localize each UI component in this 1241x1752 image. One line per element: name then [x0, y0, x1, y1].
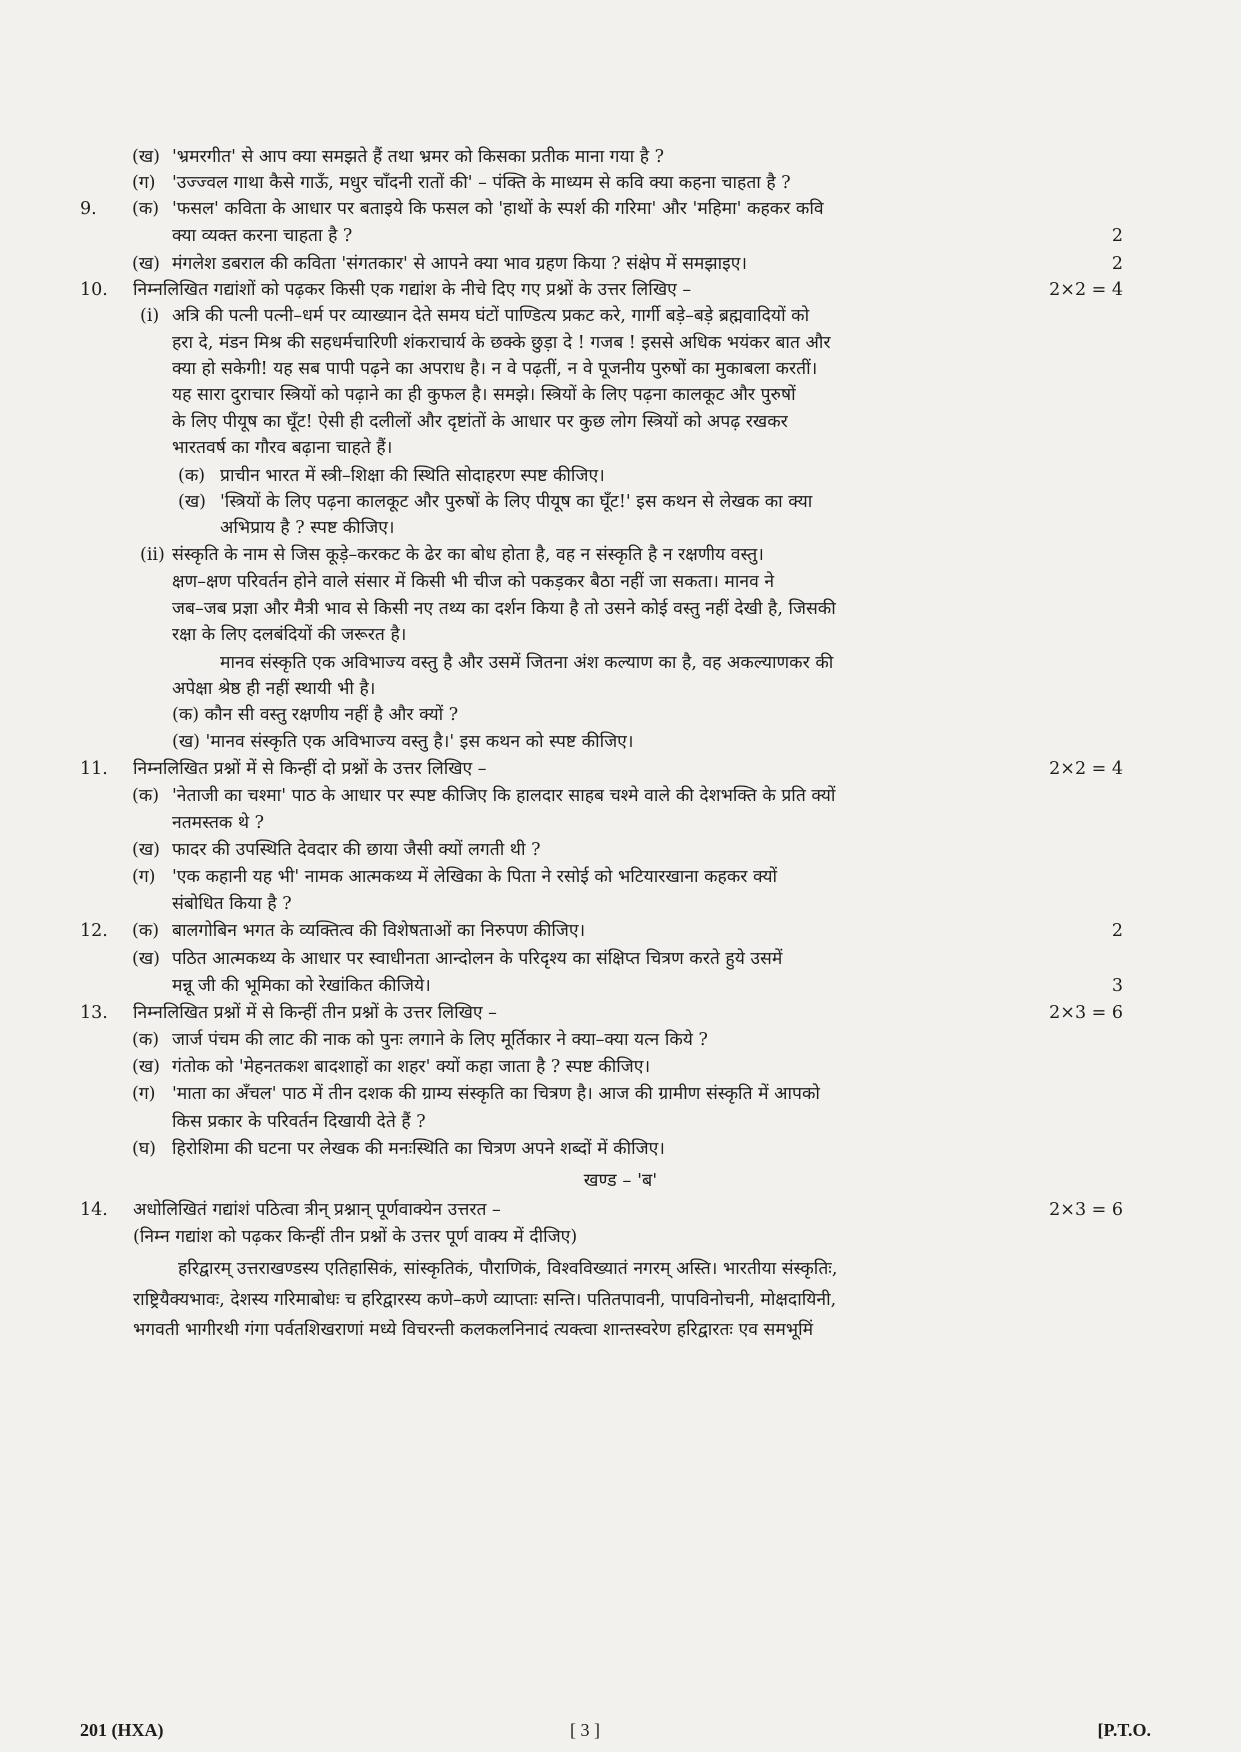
question-text: भारतवर्ष का गौरव बढ़ाना चाहते हैं। — [172, 438, 393, 458]
sub-question-label: (क) — [132, 921, 160, 941]
question-number: 10. — [80, 280, 108, 300]
question-text: क्या व्यक्त करना चाहता है ? — [172, 226, 353, 246]
question-text: निम्नलिखित गद्यांशों को पढ़कर किसी एक गद्यांश के नीचे दिए गए प्रश्नों के उत्तर लिखिए – — [133, 280, 692, 300]
question-text: 'उज्ज्वल गाथा कैसे गाऊँ, मधुर चाँदनी रातों की' – पंक्ति के माध्यम से कवि क्या कहना चाहता है ? — [172, 173, 791, 193]
marks: 3 — [1111, 976, 1123, 996]
question-text: जार्ज पंचम की लाट की नाक को पुनः लगाने के लिए मूर्तिकार ने क्या–क्या यत्न किये ? — [172, 1030, 708, 1050]
question-text: फादर की उपस्थिति देवदार की छाया जैसी क्यों लगती थी ? — [172, 840, 541, 860]
question-text: अपेक्षा श्रेष्ठ ही नहीं स्थायी भी है। — [172, 679, 376, 699]
sub-question-label: (ख) — [132, 254, 160, 274]
question-text: रक्षा के लिए दलबंदियों की जरूरत है। — [172, 625, 407, 645]
q14-paragraph-1: हरिद्वारम् उत्तराखण्डस्य एतिहासिकं, सांस्कृतिकं, पौराणिकं, विश्वविख्यातं नगरम् अस्ति। भारतीया संस्कृतिः, — [178, 1259, 838, 1279]
question-text: क्षण–क्षण परिवर्तन होने वाले संसार में किसी भी चीज को पकड़कर बैठा नहीं जा सकता। मानव ने — [172, 572, 775, 592]
question-text: अभिप्राय है ? स्पष्ट कीजिए। — [220, 518, 395, 538]
q14-instruction-hindi: (निम्न गद्यांश को पढ़कर किन्हीं तीन प्रश्नों के उत्तर पूर्ण वाक्य में दीजिए) — [133, 1227, 578, 1247]
q14-paragraph-2: राष्ट्रियैक्यभावः, देशस्य गरिमाबोधः च हरिद्वारस्य कणे–कणे व्याप्ताः सन्ति। पतितपावनी, पापविनोचनी, मोक्षदायिनी, — [133, 1290, 837, 1310]
question-number: 9. — [80, 199, 97, 219]
question-text: निम्नलिखित प्रश्नों में से किन्हीं दो प्रश्नों के उत्तर लिखिए – — [133, 759, 487, 779]
question-text: के लिए पीयूष का घूँट! ऐसी ही दलीलों और दृष्टांतों के आधार पर कुछ लोग स्त्रियों को अपढ़ रखकर — [172, 412, 788, 432]
question-text: गंतोक को 'मेहनतकश बादशाहों का शहर' क्यों कहा जाता है ? स्पष्ट कीजिए। — [172, 1057, 651, 1077]
sub-question-label: (i) — [140, 306, 160, 326]
sub-question-label: (क) — [178, 466, 206, 486]
question-number: 11. — [80, 759, 108, 779]
sub-question-label: (ख) — [132, 949, 160, 969]
sub-question-label: (ग) — [132, 173, 156, 193]
sub-question-label: (ख) — [132, 147, 160, 167]
question-text: 'भ्रमरगीत' से आप क्या समझते हैं तथा भ्रमर को किसका प्रतीक माना गया है ? — [172, 147, 664, 167]
question-text: यह सारा दुराचार स्त्रियों को पढ़ाने का ही कुफल है। समझे। स्त्रियों के लिए पढ़ना कालकूट और पुरुषों — [172, 385, 796, 405]
sub-question-label: (क) — [132, 1030, 160, 1050]
sub-question-label: (ख) — [132, 1057, 160, 1077]
sub-question-label: (ख) — [178, 492, 206, 512]
marks: 2 — [1111, 921, 1123, 941]
sub-question-label: (ख) — [132, 840, 160, 860]
question-text: मन्नू जी की भूमिका को रेखांकित कीजिये। — [172, 976, 431, 996]
question-text: मंगलेश डबराल की कविता 'संगतकार' से आपने क्या भाव ग्रहण किया ? संक्षेप में समझाइए। — [172, 254, 748, 274]
question-text: (ख) 'मानव संस्कृति एक अविभाज्य वस्तु है।' इस कथन को स्पष्ट कीजिए। — [172, 732, 634, 752]
question-text: संबोधित किया है ? — [172, 894, 292, 914]
sub-question-label: (ग) — [132, 1084, 156, 1104]
marks: 2×2 = 4 — [1049, 280, 1123, 300]
question-text: संस्कृति के नाम से जिस कूड़े–करकट के ढेर का बोध होता है, वह न संस्कृति है न रक्षणीय वस्तु। — [172, 545, 764, 565]
question-text: जब–जब प्रज्ञा और मैत्री भाव से किसी नए तथ्य का दर्शन किया है तो उसने कोई वस्तु नहीं देखी है, जिसकी — [172, 599, 836, 619]
question-text: किस प्रकार के परिवर्तन दिखायी देते हैं ? — [172, 1112, 426, 1132]
question-text: प्राचीन भारत में स्त्री–शिक्षा की स्थिति सोदाहरण स्पष्ट कीजिए। — [220, 466, 605, 486]
section-heading: खण्ड – 'ब' — [583, 1170, 658, 1191]
question-text: बालगोबिन भगत के व्यक्तित्व की विशेषताओं का निरुपण कीजिए। — [172, 921, 586, 941]
question-text: मानव संस्कृति एक अविभाज्य वस्तु है और उसमें जितना अंश कल्याण का है, वह अकल्याणकर की — [220, 653, 834, 673]
q14-instruction-sanskrit: अधोलिखितं गद्यांशं पठित्वा त्रीन् प्रश्नान् पूर्णवाक्येन उत्तरत – — [133, 1200, 501, 1220]
sub-question-label: (क) — [132, 786, 160, 806]
question-text: हिरोशिमा की घटना पर लेखक की मनःस्थिति का चित्रण अपने शब्दों में कीजिए। — [172, 1139, 665, 1159]
page-number: [ 3 ] — [570, 1720, 600, 1740]
question-text: निम्नलिखित प्रश्नों में से किन्हीं तीन प्रश्नों के उत्तर लिखिए – — [133, 1003, 497, 1023]
question-text: 'माता का अँचल' पाठ में तीन दशक की ग्राम्य संस्कृति का चित्रण है। आज की ग्रामीण संस्कृति में आपको — [172, 1084, 820, 1104]
sub-question-label: (ग) — [132, 867, 156, 887]
question-text: क्या हो सकेगी! यह सब पापी पढ़ने का अपराध है। न वे पढ़तीं, न वे पूजनीय पुरुषों का मुकाबला करतीं। — [172, 359, 818, 379]
q14-number: 14. — [80, 1200, 108, 1220]
question-number: 12. — [80, 921, 108, 941]
sub-question-label: (घ) — [132, 1139, 156, 1159]
marks: 2 — [1111, 254, 1123, 274]
paper-code: 201 (HXA) — [80, 1720, 164, 1740]
q14-paragraph-3: भगवती भागीरथी गंगा पर्वतशिखराणां मध्ये विचरन्ती कलकलनिनादं त्यक्त्वा शान्तस्वरेण हरिद्वारतः एव समभूमिं — [133, 1320, 814, 1340]
question-text: पठित आत्मकथ्य के आधार पर स्वाधीनता आन्दोलन के परिदृश्य का संक्षिप्त चित्रण करते हुये उसमें — [172, 949, 783, 969]
sub-question-label: (क) — [132, 199, 160, 219]
question-text: 'नेताजी का चश्मा' पाठ के आधार पर स्पष्ट कीजिए कि हालदार साहब चश्मे वाले की देशभक्ति के प्रति क्यों — [172, 786, 836, 806]
question-text: 'स्त्रियों के लिए पढ़ना कालकूट और पुरुषों के लिए पीयूष का घूँट!' इस कथन से लेखक का क्या — [220, 492, 813, 512]
marks: 2×2 = 4 — [1049, 759, 1123, 779]
q14-marks: 2×3 = 6 — [1049, 1200, 1123, 1220]
question-text: (क) कौन सी वस्तु रक्षणीय नहीं है और क्यों ? — [172, 705, 459, 725]
question-text: 'फसल' कविता के आधार पर बताइये कि फसल को 'हाथों के स्पर्श की गरिमा' और 'महिमा' कहकर कवि — [172, 199, 824, 219]
question-text: नतमस्तक थे ? — [172, 813, 265, 833]
question-text: अत्रि की पत्नी पत्नी–धर्म पर व्याख्यान देते समय घंटों पाण्डित्य प्रकट करे, गार्गी बड़े–बड़े ब्रह्मवादियों को — [172, 306, 810, 326]
marks: 2 — [1111, 226, 1123, 246]
question-text: हरा दे, मंडन मिश्र की सहधर्मचारिणी शंकराचार्य के छक्के छुड़ा दे ! गजब ! इससे अधिक भयंकर बात और — [172, 333, 831, 353]
question-number: 13. — [80, 1003, 108, 1023]
marks: 2×3 = 6 — [1049, 1003, 1123, 1023]
sub-question-label: (ii) — [140, 545, 165, 565]
question-text: 'एक कहानी यह भी' नामक आत्मकथ्य में लेखिका के पिता ने रसोई को भटियारखाना कहकर क्यों — [172, 867, 778, 887]
pto-label: [P.T.O. — [1097, 1720, 1151, 1740]
